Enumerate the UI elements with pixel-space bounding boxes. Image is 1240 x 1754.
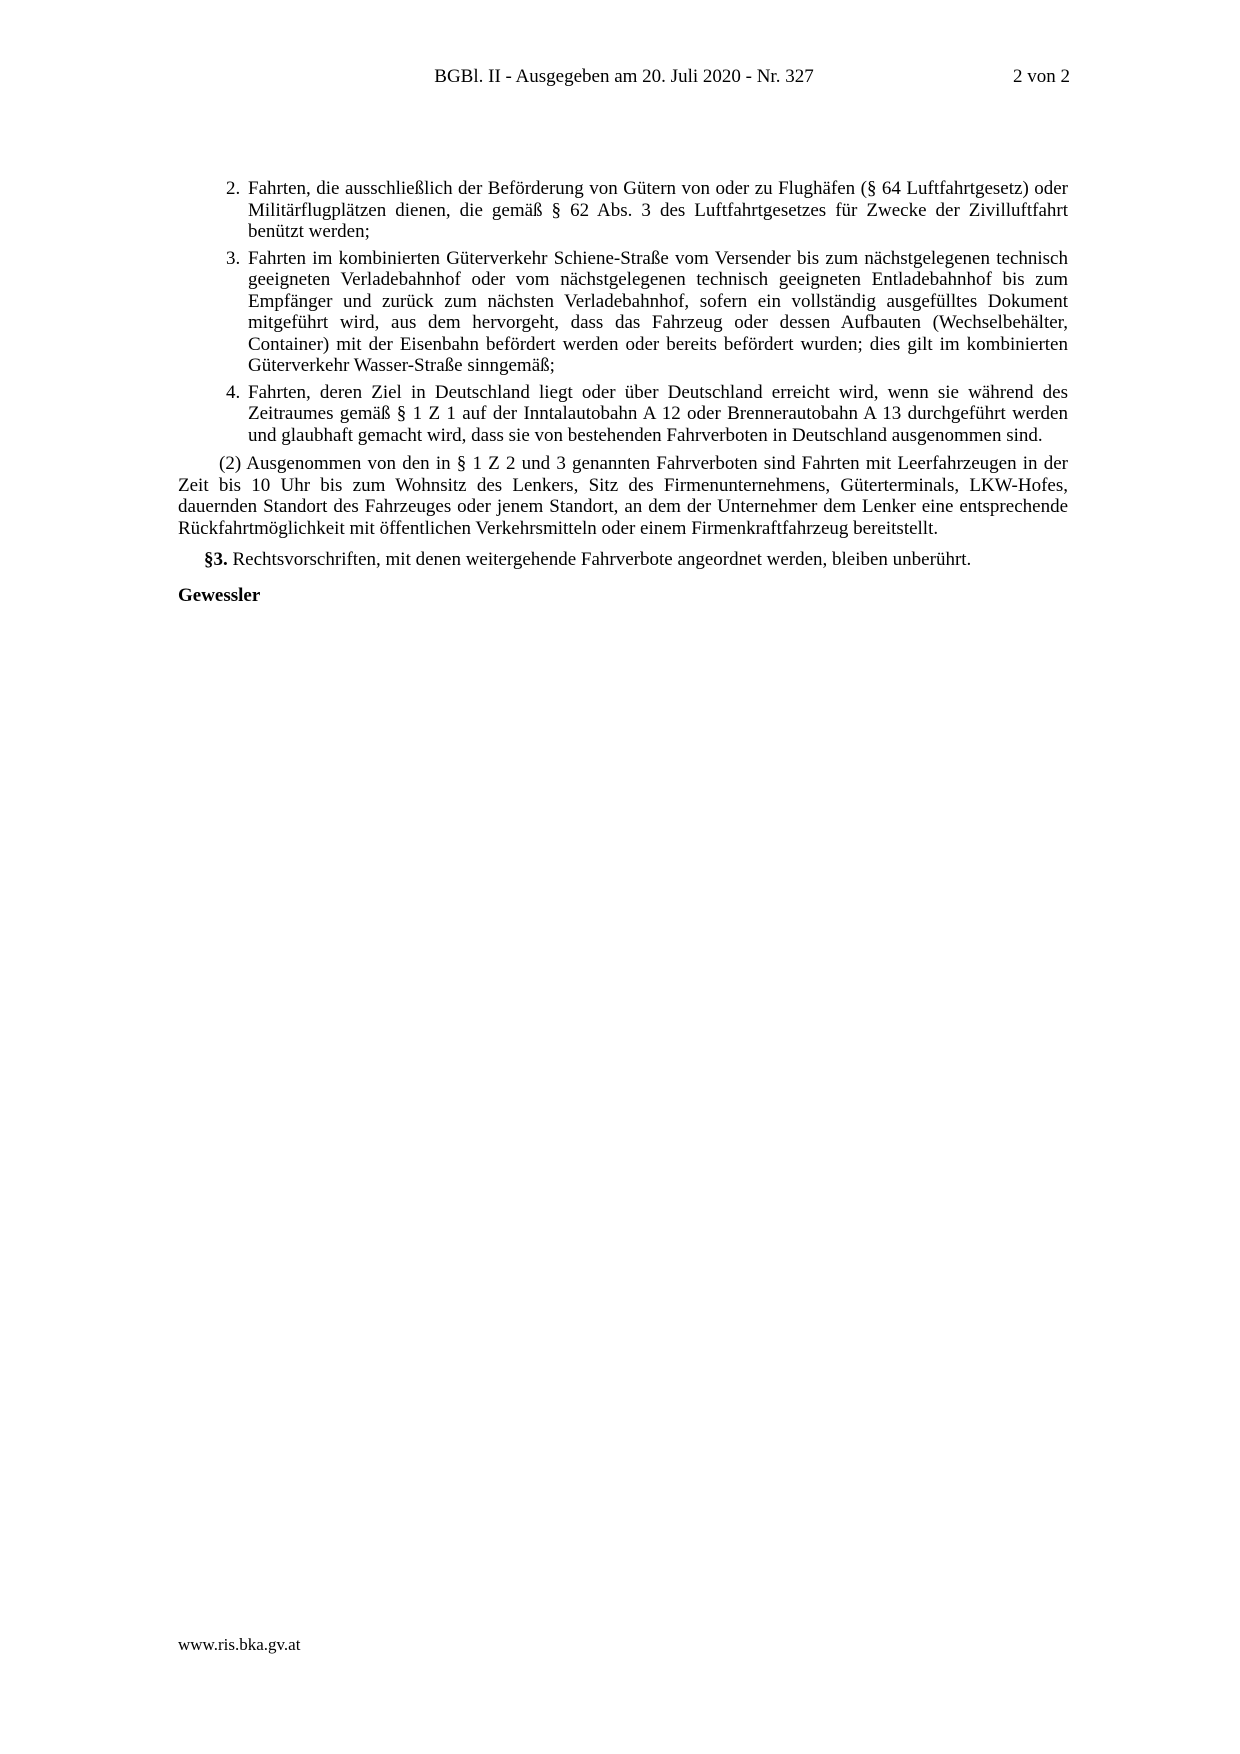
page-header — [178, 66, 1070, 90]
section-text: Rechtsvorschriften, mit denen weitergehende Fahrverbote angeordnet werden, bleiben unberührt. — [227, 549, 972, 570]
list-item-number: 3. — [226, 247, 241, 269]
list-item-number: 4. — [226, 381, 241, 403]
list-item-number: 2. — [226, 178, 241, 199]
page-number: 2 von 2 — [1013, 66, 1070, 87]
list-item — [178, 248, 1068, 377]
list-item-text: Fahrten, die ausschließlich der Beförderung von Gütern von oder zu Flughäfen (§ 64 Luftfahrtgesetz) oder Militärflugplätzen dienen, die gemäß § 62 Abs. 3 des Luftfahrtgesetzes für Zwecke der Zivilluftfahrt benützt werden; — [248, 178, 1068, 242]
paragraph-2: (2) Ausgenommen von den in § 1 Z 2 und 3 genannten Fahrverboten sind Fahrten mit Leerfahrzeugen in der Zeit bis 10 Uhr bis zum Wohnsitz des Lenkers, Sitz des Firmenunternehmens, Güterterminals, LKW-Hofes, dauernden Standort des Fahrzeuges oder jenem Standort, an dem der Unternehmer dem Lenker eine entsprechende Rückfahrtmöglichkeit mit öffentlichen Verkehrsmitteln oder einem Firmenkraftfahrzeug bereitstellt. — [178, 453, 1068, 539]
list-item — [178, 178, 1068, 243]
document-body — [178, 178, 1068, 606]
list-item-text: Fahrten im kombinierten Güterverkehr Schiene-Straße vom Versender bis zum nächstgelegenen technisch geeigneten Verladebahnhof oder vom nächstgelegenen technisch geeigneten Entladebahnhof bis zum Empfänger und zurück zum nächsten Verladebahnhof, sofern ein vollständig ausgefülltes Dokument mitgeführt wird, aus dem hervorgeht, dass das Fahrzeug oder dessen Aufbauten (Wechselbehälter, Container) mit der Eisenbahn befördert werden oder bereits befördert wurden; dies gilt im kombinierten Güterverkehr Wasser-Straße sinngemäß; — [248, 247, 1068, 376]
gazette-title: BGBl. II - Ausgegeben am 20. Juli 2020 - Nr. 327 — [434, 66, 814, 87]
footer-url: www.ris.bka.gv.at — [178, 1635, 301, 1654]
section-label: §3. — [204, 549, 228, 570]
paragraph-3 — [178, 549, 1068, 571]
list-item — [178, 382, 1068, 447]
list-item-text: Fahrten, deren Ziel in Deutschland liegt oder über Deutschland erreicht wird, wenn sie während des Zeitraumes gemäß § 1 Z 1 auf der Inntalautobahn A 12 oder Brennerautobahn A 13 durchgeführt werden und glaubhaft gemacht wird, dass sie von bestehenden Fahrverboten in Deutschland ausgenommen sind. — [248, 381, 1068, 446]
exemption-list — [178, 178, 1068, 446]
signature: Gewessler — [178, 584, 261, 606]
